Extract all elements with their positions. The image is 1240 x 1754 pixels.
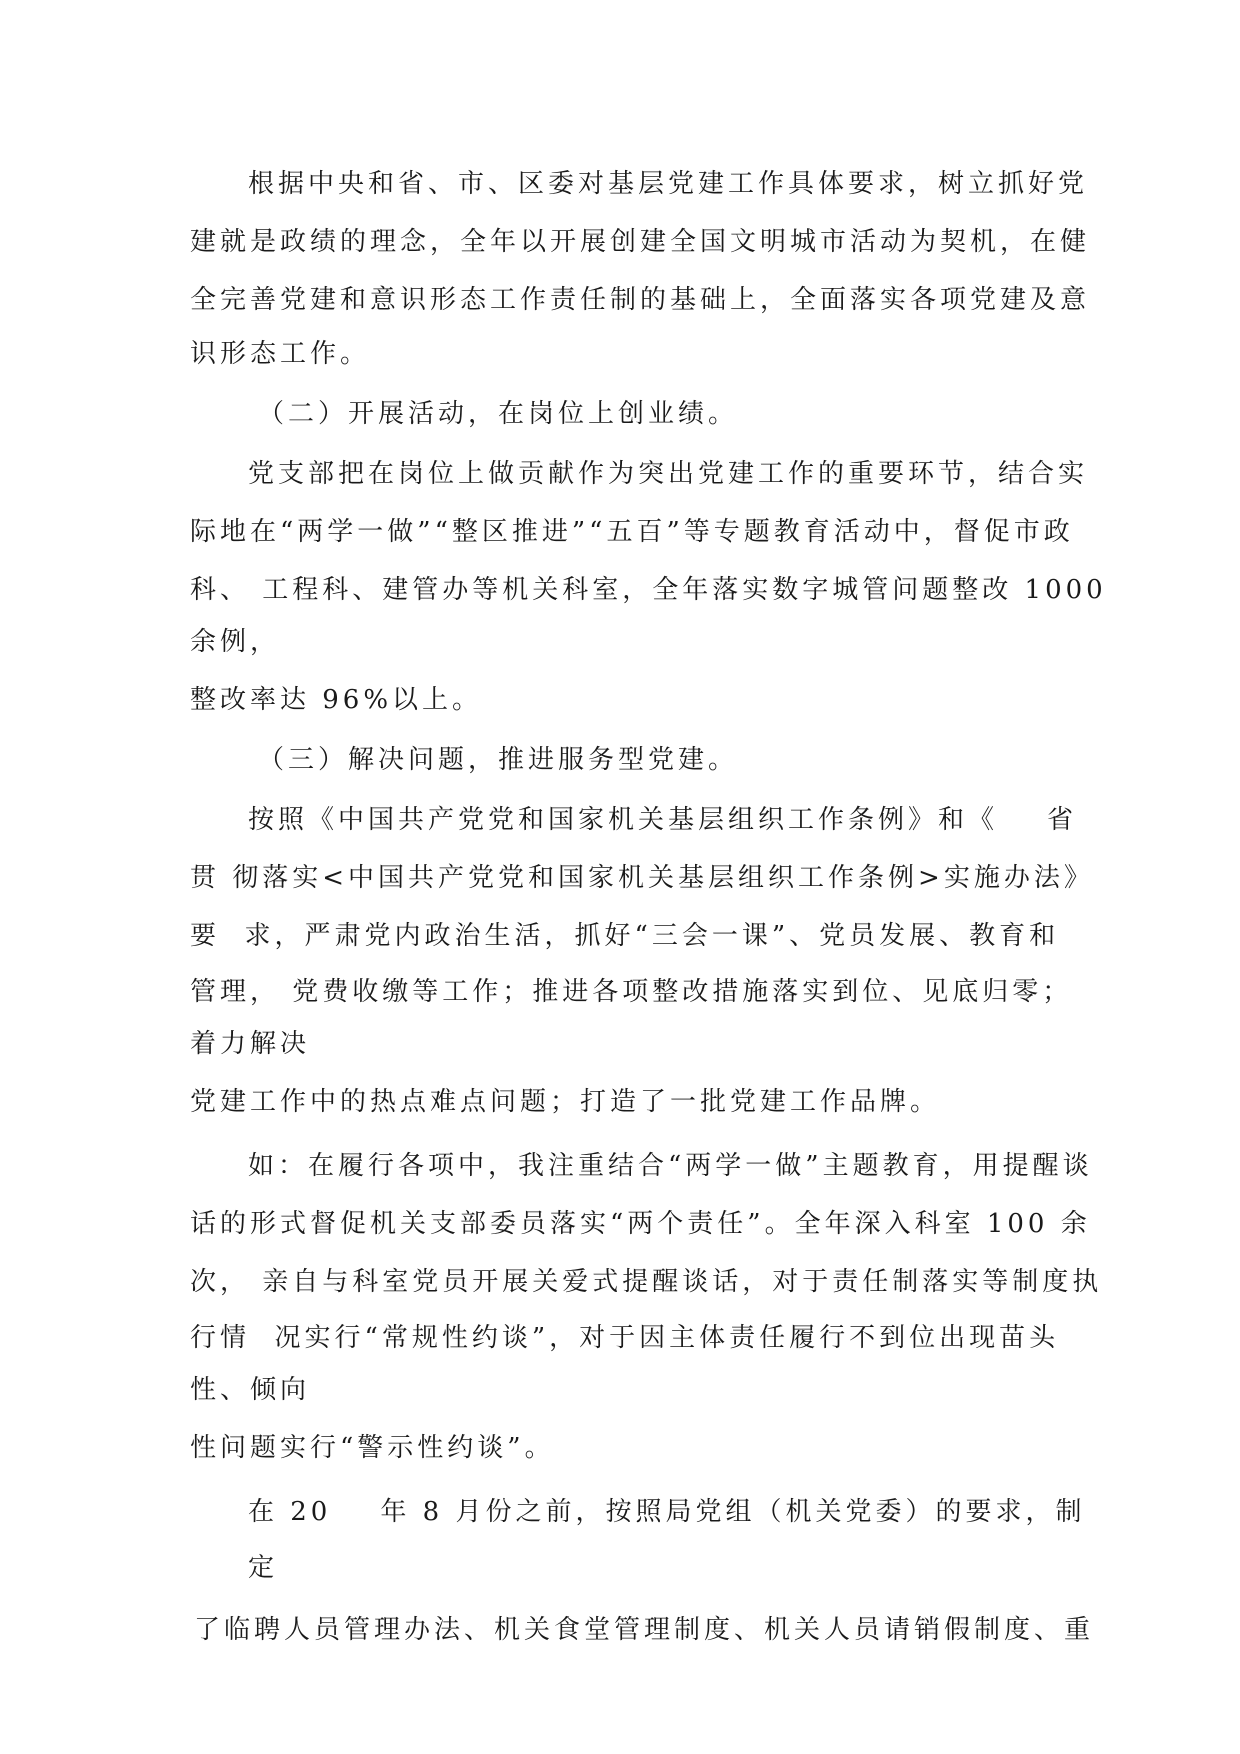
paragraph-line: 性问题实行“警示性约谈”。	[190, 1433, 555, 1463]
paragraph-line: 党建工作中的热点难点问题；打造了一批党建工作品牌。	[190, 1087, 941, 1117]
paragraph-line: 着力解决	[190, 1029, 311, 1059]
paragraph-line: 党支部把在岗位上做贡献作为突出党建工作的重要环节，结合实	[248, 459, 1089, 489]
paragraph-line: 定	[248, 1553, 279, 1583]
paragraph-line: 余例，	[190, 627, 281, 657]
paragraph-line: 识形态工作。	[190, 339, 371, 369]
paragraph-line: 按照《中国共产党党和国家机关基层组织工作条例》和《 省	[248, 805, 1078, 835]
section-heading: （二）开展活动，在岗位上创业绩。	[258, 399, 739, 429]
paragraph-line: 要 求，严肃党内政治生活，抓好“三会一课”、党员发展、教育和	[190, 921, 1060, 951]
paragraph-line: 建就是政绩的理念，全年以开展创建全国文明城市活动为契机，在健	[190, 227, 1091, 257]
paragraph-line: 行情 况实行“常规性约谈”，对于因主体责任履行不到位出现苗头	[190, 1323, 1060, 1353]
paragraph-line: 管理， 党费收缴等工作；推进各项整改措施落实到位、见底归零；	[190, 977, 1073, 1007]
paragraph-line: 如：在履行各项中，我注重结合“两学一做”主题教育，用提醒谈	[248, 1151, 1093, 1181]
paragraph-line: 话的形式督促机关支部委员落实“两个责任”。全年深入科室 100 余	[190, 1209, 1091, 1239]
paragraph-line: 次， 亲自与科室党员开展关爱式提醒谈话，对于责任制落实等制度执	[190, 1267, 1103, 1297]
paragraph-line: 全完善党建和意识形态工作责任制的基础上，全面落实各项党建及意	[190, 285, 1091, 315]
paragraph-line: 整改率达 96%以上。	[190, 685, 483, 715]
section-heading: （三）解决问题，推进服务型党建。	[258, 745, 739, 775]
paragraph-line: 在 20 年 8 月份之前，按照局党组（机关党委）的要求，制	[248, 1497, 1086, 1527]
paragraph-line: 性、倾向	[190, 1375, 311, 1405]
paragraph-line: 际地在“两学一做”“整区推进”“五百”等专题教育活动中，督促市政	[190, 517, 1074, 547]
paragraph-line: 了临聘人员管理办法、机关食堂管理制度、机关人员请销假制度、重	[194, 1615, 1095, 1645]
paragraph-line: 贯 彻落实<中国共产党党和国家机关基层组织工作条例>实施办法》	[190, 863, 1094, 893]
paragraph-line: 根据中央和省、市、区委对基层党建工作具体要求，树立抓好党	[248, 169, 1089, 199]
paragraph-line: 科、 工程科、建管办等机关科室，全年落实数字城管问题整改 1000	[190, 575, 1107, 605]
